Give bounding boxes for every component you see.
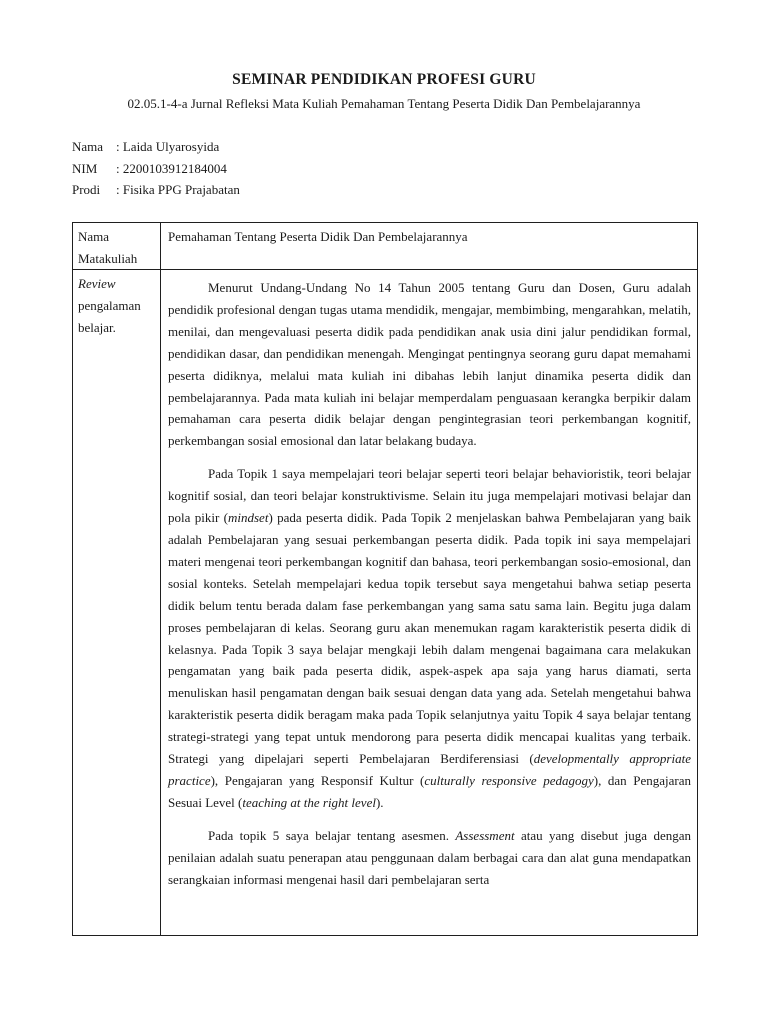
table-cell-content bbox=[161, 270, 698, 936]
identity-block bbox=[72, 136, 240, 201]
table-cell-value bbox=[161, 223, 698, 270]
identity-value: : Fisika PPG Prajabatan bbox=[116, 182, 240, 197]
identity-value: : 2200103912184004 bbox=[116, 160, 227, 176]
paragraph-1: Menurut Undang-Undang No 14 Tahun 2005 tentang Guru dan Dosen, Guru adalah pendidik profesional dengan tugas utama mendidik, mengajar, membimbing, mengarahkan, melatih, menilai, dan mengevaluasi peserta didik pada pendidikan anak usia dini jalur pendidikan formal, pendidikan dasar, dan pendidikan menengah. Mengingat pentingnya seorang guru dapat memahami peserta didiknya, melalui mata kuliah ini dibahas lebih lanjut dinamika peserta didik dan pembelajarannya. Pada mata kuliah ini belajar memperdalam penguasaan kerangka berpikir dalam pemahaman cara peserta didik belajar dengan pengintegrasian teori perkembangan kognitif, perkembangan sosial emosional dan latar belakang budaya. bbox=[168, 280, 691, 449]
paragraph-2: Pada Topik 1 saya mempelajari teori belajar seperti teori belajar behavioristik, teori belajar kognitif sosial, dan teori belajar konstruktivisme. Selain itu juga mempelajari motivasi belajar dan pola pikir (mindset) pada peserta didik. Pada Topik 2 menjelaskan bahwa Pembelajaran yang baik adalah Pembelajaran yang sesuai perkembangan peserta didik. Pada topik ini saya mempelajari materi mengenai teori perkembangan kognitif dan bahasa, teori perkembangan sosio-emosional, dan sosial konteks. Setelah mempelajari kedua topik tersebut saya mengetahui bahwa setiap peserta didik belum tentu berada dalam fase perkembangan yang sama satu sama lain. Begitu juga dalam proses pembelajaran di kelas. Seorang guru akan menemukan ragam karakteristik peserta didik di kelasnya. Pada Topik 3 saya belajar mengkaji lebih dalam mengenai bagaimana cara melakukan pengamatan yang baik pada peserta didik, aspek-aspek apa saja yang harus diamati, serta menuliskan hasil pengamatan dengan baik sesuai dengan data yang ada. Setelah mengetahui bahwa karakteristik peserta didik beragam maka pada Topik selanjutnya yaitu Topik 4 saya belajar tentang strategi-strategi yang tepat untuk mendorong para peserta didik mencapai kualitas yang terbaik. Strategi yang dipelajari seperti Pembelajaran Berdiferensiasi (developmentally appropriate practice), Pengajaran yang Responsif Kultur (culturally responsive pedagogy), dan Pengajaran Sesuai Level (teaching at the right level). bbox=[168, 466, 692, 810]
table-cell-label bbox=[73, 223, 161, 270]
label-review: Review bbox=[78, 276, 116, 291]
identity-row-nama bbox=[72, 136, 240, 158]
identity-label: Prodi bbox=[72, 182, 101, 197]
identity-value: : Laida Ulyarosyida bbox=[116, 139, 220, 154]
course-name: Pemahaman Tentang Peserta Didik Dan Pembelajarannya bbox=[168, 229, 468, 244]
table-cell-label bbox=[73, 270, 161, 936]
label-pengalaman: pengalaman bbox=[78, 298, 141, 313]
label-nama: Nama bbox=[78, 229, 110, 244]
identity-label: Nama bbox=[72, 139, 104, 154]
document-title: SEMINAR PENDIDIKAN PROFESI GURU bbox=[232, 71, 536, 88]
identity-label: NIM bbox=[72, 160, 98, 176]
table-row-matakuliah bbox=[73, 223, 698, 270]
label-belajar: belajar. bbox=[78, 320, 116, 335]
identity-row-nim bbox=[72, 158, 240, 180]
reflection-table bbox=[72, 222, 698, 936]
label-matakuliah: Matakuliah bbox=[78, 251, 138, 266]
table-row-review bbox=[73, 270, 698, 936]
document-subtitle: 02.05.1-4-a Jurnal Refleksi Mata Kuliah Pemahaman Tentang Peserta Didik Dan Pembelajarannya bbox=[127, 96, 641, 111]
paragraph-3: Pada topik 5 saya belajar tentang asesmen. Assessment atau yang disebut juga dengan penilaian adalah suatu penerapan atau penggunaan dalam berbagai cara dan alat guna mendapatkan serangkaian informasi mengenai hasil dari pembelajaran serta bbox=[168, 827, 691, 887]
identity-row-prodi bbox=[72, 179, 240, 201]
